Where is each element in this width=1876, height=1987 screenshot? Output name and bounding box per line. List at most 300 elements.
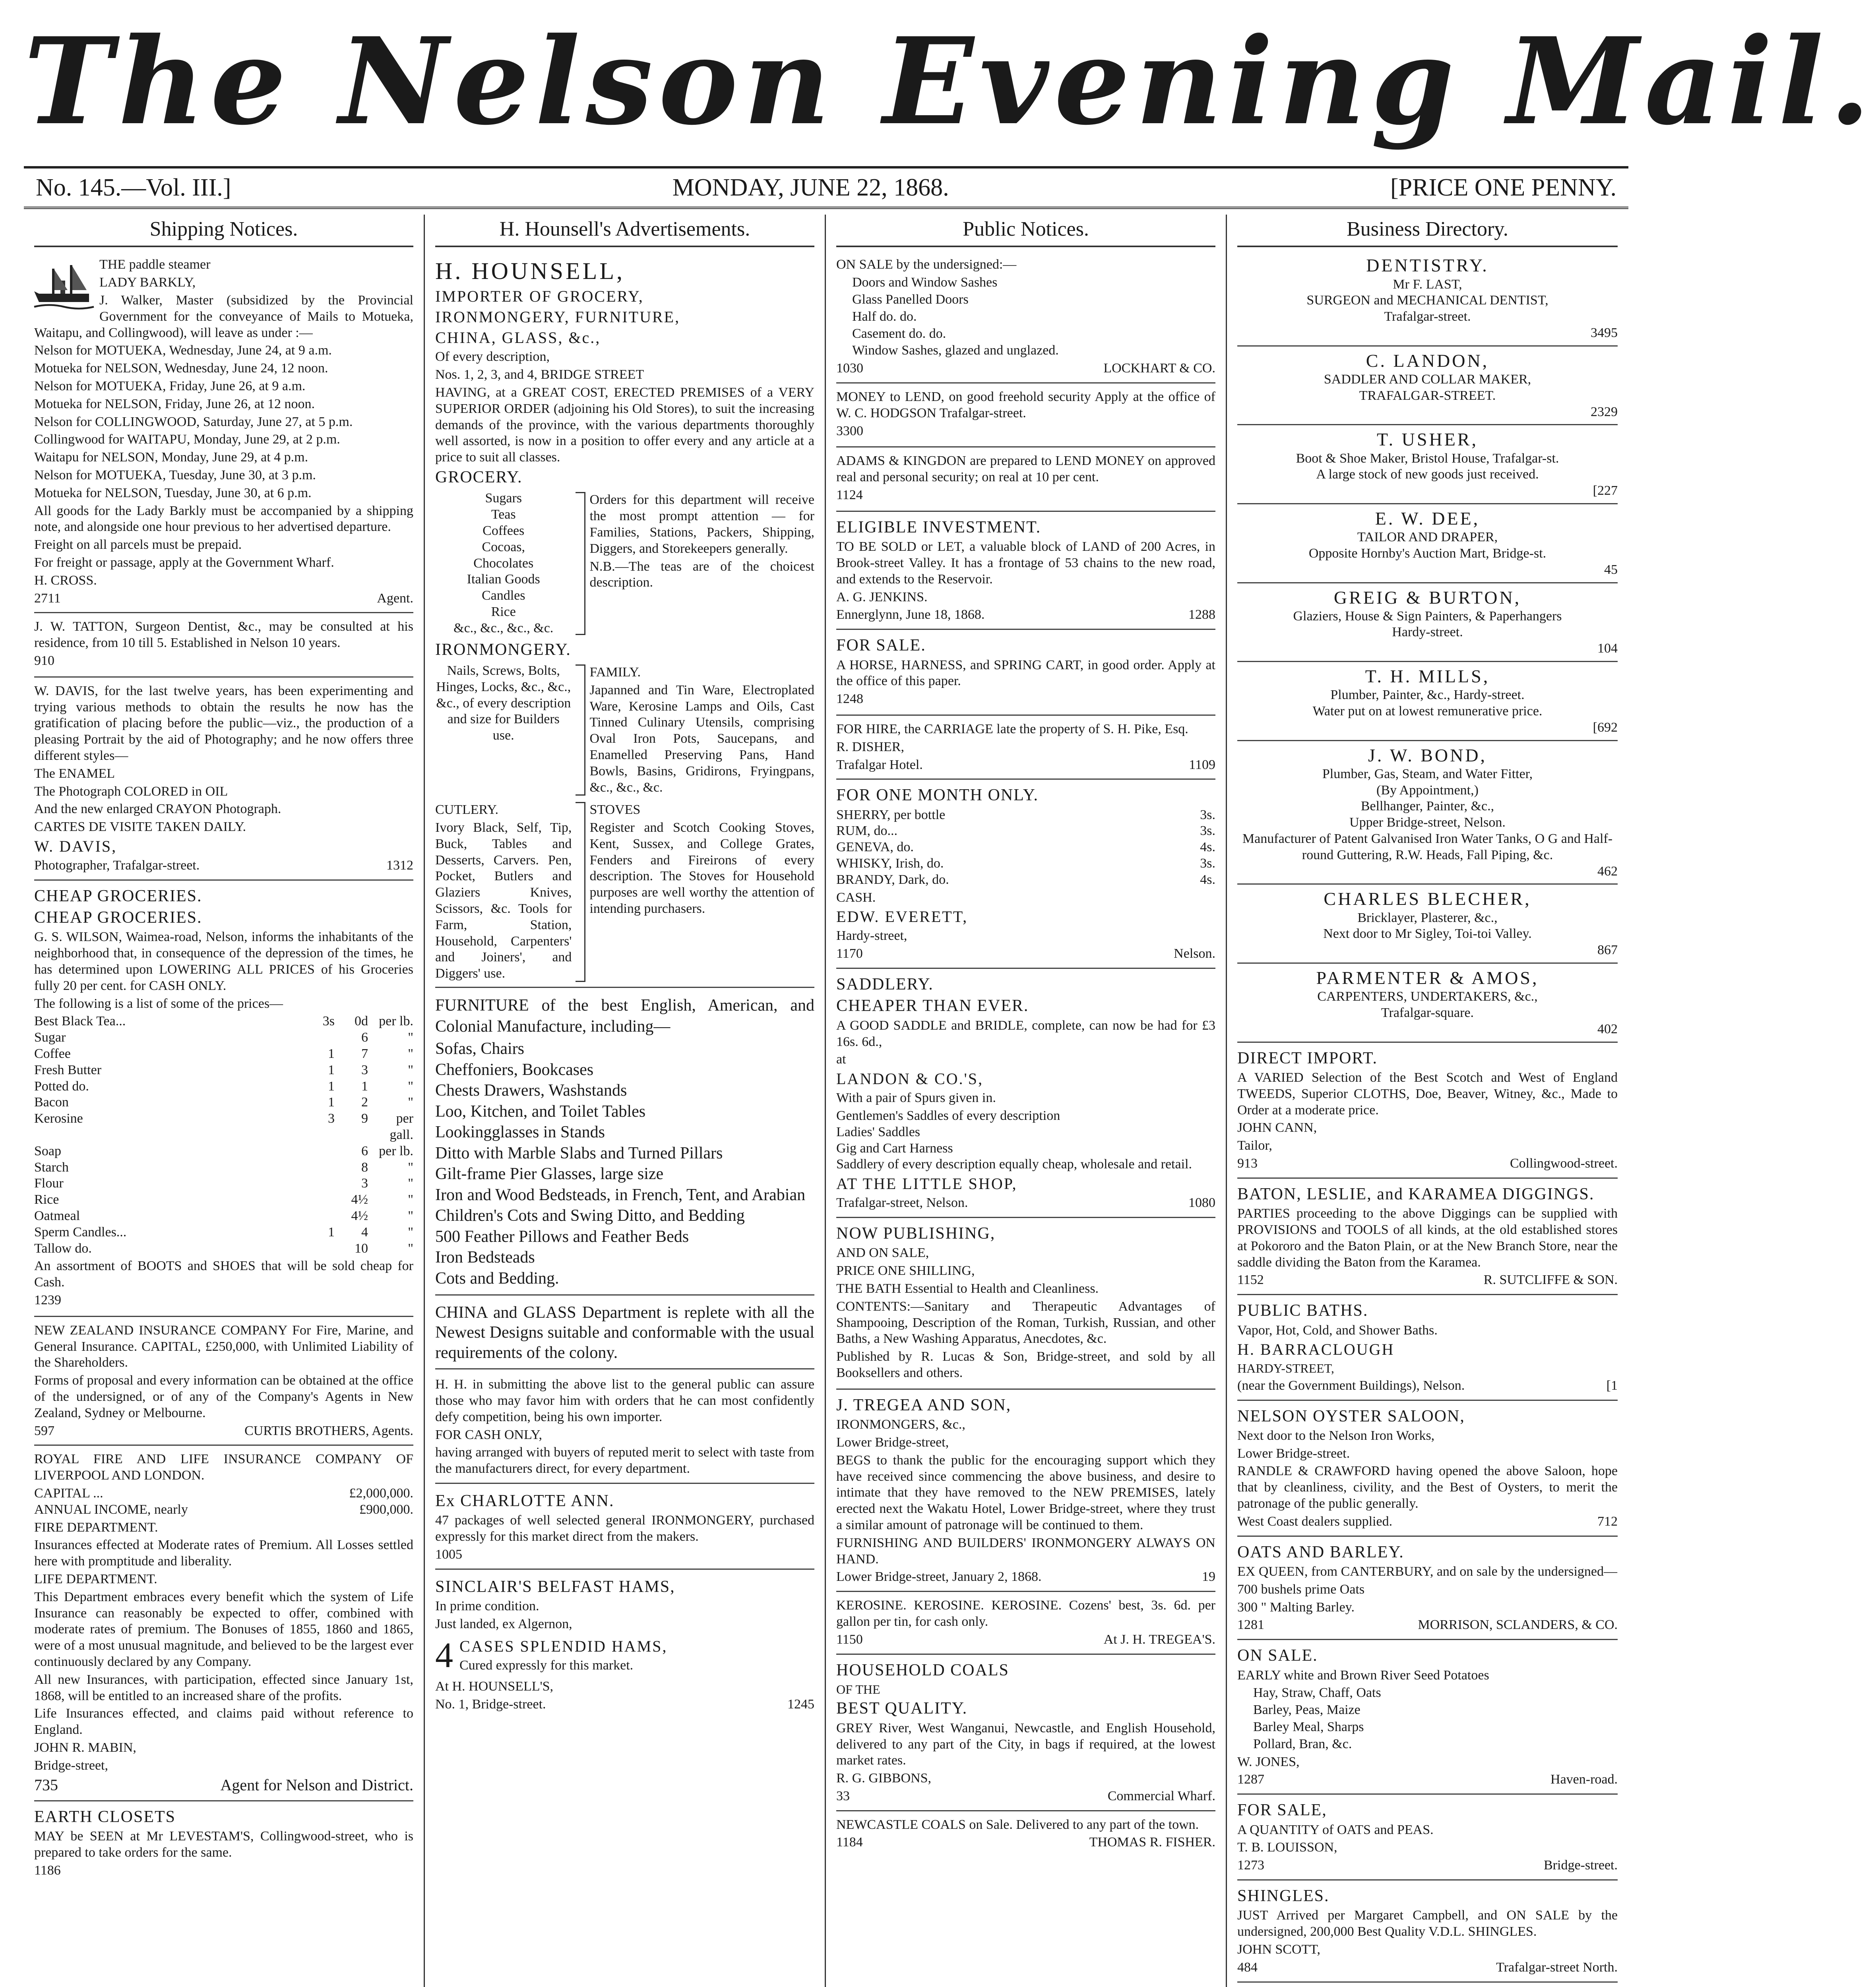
income-value: £900,000. xyxy=(359,1502,413,1517)
price-unit: " xyxy=(408,1224,413,1239)
ad-text: NEW ZEALAND INSURANCE COMPANY For Fire, Marine, and General Insurance. CAPITAL, £250,000, with Unlimited Liability of the Shareholders. xyxy=(34,1323,413,1370)
ad-number: 1287 xyxy=(1237,1772,1264,1787)
publisher-text: Published by R. Lucas & Son, Bridge-street, and sold by all Booksellers and others. xyxy=(836,1349,1215,1380)
ad-groceries xyxy=(34,881,413,1317)
ad-signer: MORRISON, SCLANDERS, & CO. xyxy=(1418,1617,1618,1633)
freight-note: Freight on all parcels must be prepaid. xyxy=(34,537,242,552)
fire-heading: FIRE DEPARTMENT. xyxy=(34,1520,158,1535)
directory-line: Glaziers, House & Sign Painters, & Paperhangers xyxy=(1293,608,1562,624)
price-unit: " xyxy=(408,1046,413,1061)
directory-line: Bellhanger, Painter, &c., xyxy=(1360,799,1494,814)
ad-place: Ennerglynn, June 18, 1868. xyxy=(836,607,985,622)
ad-text: NEWCASTLE COALS on Sale. Delivered to any part of the town. xyxy=(836,1817,1199,1832)
ad-subheading: CHEAPER THAN EVER. xyxy=(836,997,1029,1015)
directory-line: Water put on at lowest remunerative price. xyxy=(1312,704,1543,719)
grocery-nb: N.B.—The teas are of the choicest description. xyxy=(589,559,814,590)
column-heading: H. Hounsell's Advertisements. xyxy=(435,215,814,247)
cutlery-text: Ivory Black, Self, Tip, Buck, Tables and Desserts, Carvers. Pen, Pocket, Butlers and Glaziers Knives, Scissors, &c. Tools for Farm, Station, Household, Carpenters' and Joiners', and Diggers' use. xyxy=(435,820,572,981)
spurs-line: With a pair of Spurs given in. xyxy=(836,1090,996,1106)
directory-entry xyxy=(1237,885,1618,964)
directory-line: (By Appointment,) xyxy=(1376,782,1479,798)
directory-line: Boot & Shoe Maker, Bristol House, Trafalgar-st. xyxy=(1296,451,1559,466)
spirit-price: 4s. xyxy=(1200,872,1215,887)
ad-oyster xyxy=(1237,1401,1618,1537)
furniture-item: Children's Cots and Swing Ditto, and Bedding xyxy=(435,1207,745,1225)
directory-entry xyxy=(1237,347,1618,426)
davis-name: W. DAVIS, xyxy=(34,837,117,855)
everett-name: EDW. EVERETT, xyxy=(836,908,968,926)
directory-number: [692 xyxy=(1593,720,1618,735)
price-item: Coffee xyxy=(34,1046,71,1061)
ad-heading: NOW PUBLISHING, xyxy=(836,1224,996,1243)
price-item: Starch xyxy=(34,1160,69,1175)
ad-heading: ON SALE. xyxy=(1237,1646,1318,1665)
ad-oats-barley xyxy=(1237,1537,1618,1640)
ad-street: HARDY-STREET, xyxy=(1237,1361,1334,1376)
cash-text: having arranged with buyers of reputed merit to select with taste from the manufacturers direct, for every department. xyxy=(435,1445,814,1476)
spirit-price: 3s. xyxy=(1200,807,1215,822)
price-item: Sperm Candles... xyxy=(34,1224,127,1239)
price-item: Kerosine xyxy=(34,1111,83,1126)
sale-item: Window Sashes, glazed and unglazed. xyxy=(852,343,1059,358)
price-pence: 3 xyxy=(361,1176,368,1191)
ad-signer: JOHN CANN, xyxy=(1237,1120,1317,1135)
sale-item: Glass Panelled Doors xyxy=(852,292,969,307)
price-unit: per lb. xyxy=(379,1143,413,1158)
price-unit: per gall. xyxy=(390,1111,413,1143)
price-shillings: 1 xyxy=(328,1079,335,1094)
ad-heading: PUBLIC BATHS. xyxy=(1237,1301,1368,1320)
sailing: Nelson for MOTUEKA, Friday, June 26, at 9 a.m. xyxy=(34,378,306,393)
ad-number: 1245 xyxy=(787,1697,814,1712)
ad-text: Vapor, Hot, Cold, and Shower Baths. xyxy=(1237,1323,1438,1338)
directory-entry xyxy=(1237,583,1618,662)
fire-text: Insurances effected at Moderate rates of Premium. All Losses settled here with promptitude and liberality. xyxy=(34,1538,413,1569)
spirit-name: SHERRY, per bottle xyxy=(836,807,946,822)
price-unit: " xyxy=(408,1176,413,1191)
furniture-item: Loo, Kitchen, and Toilet Tables xyxy=(435,1102,646,1121)
ad-coals xyxy=(836,1655,1215,1811)
directory-line: Manufacturer of Patent Galvanised Iron Water Tanks, O G and Half-round Guttering, R.W. Heads, Fall Piping, &c. xyxy=(1242,831,1613,862)
hams-text: CASES SPLENDID HAMS, xyxy=(459,1637,668,1656)
column-hounsell xyxy=(425,215,826,1987)
ad-street: Lower Bridge-street, xyxy=(836,1435,949,1450)
ad-body: Forms of proposal and every information can be obtained at the office of the undersigned, or of any of the Company's Agents in New Zealand, Sydney or Melbourne. xyxy=(34,1373,413,1420)
ad-one-month xyxy=(836,780,1215,969)
stoves-text: Register and Scotch Cooking Stoves, Kent, Sussex, and College Grates, Fenders and Fireirons of every description. The Stoves for Household purposes are well worthy the attention of intending purchasers. xyxy=(589,820,814,916)
life-heading: LIFE DEPARTMENT. xyxy=(34,1571,157,1586)
life-ins-text: Life Insurances effected, and claims paid without reference to England. xyxy=(34,1706,413,1737)
ad-place: Trafalgar Hotel. xyxy=(836,757,923,772)
ad-text: ADAMS & KINGDON are prepared to LEND MONEY on approved real and personal security; on real at 10 per cent. xyxy=(836,453,1215,485)
grocery-section xyxy=(435,490,814,636)
price-unit: " xyxy=(408,1192,413,1207)
price-item: Sugar xyxy=(34,1030,66,1045)
directory-name: J. W. BOND, xyxy=(1368,745,1487,765)
ad-heading: BATON, LESLIE, and KARAMEA DIGGINGS. xyxy=(1237,1185,1595,1203)
ad-text: RANDLE & CRAWFORD having opened the above Saloon, hope that by cleanliness, civility, and the Best of Oysters, to merit the patronage of the public generally. xyxy=(1237,1464,1618,1511)
column-heading: Shipping Notices. xyxy=(34,215,413,247)
directory-number: 3495 xyxy=(1591,325,1618,340)
ad-text: ON SALE by the undersigned:— xyxy=(836,257,1017,272)
little-shop: AT THE LITTLE SHOP, xyxy=(836,1175,1017,1193)
price-unit: " xyxy=(408,1030,413,1045)
ad-street: Lower Bridge-street. xyxy=(1237,1446,1350,1461)
price-pence: 4½ xyxy=(351,1208,368,1224)
ad-text: EARLY white and Brown River Seed Potatoes xyxy=(1237,1667,1489,1683)
price-shillings: 3 xyxy=(328,1111,335,1126)
furniture-item: Cots and Bedding. xyxy=(435,1269,559,1288)
iron-heading: IRONMONGERY. xyxy=(435,640,571,659)
ad-role: Tailor, xyxy=(1237,1138,1272,1153)
ad-signer: R. DISHER, xyxy=(836,739,904,754)
sailing: Nelson for COLLINGWOOD, Saturday, June 27, at 5 p.m. xyxy=(34,414,353,429)
sailing: Motueka for NELSON, Wednesday, June 24, 12 noon. xyxy=(34,361,328,376)
column-shipping xyxy=(24,215,425,1987)
ad-text: MAY be SEEN at Mr LEVESTAM'S, Collingwood-street, who is prepared to take orders for the same. xyxy=(34,1828,413,1860)
price-shillings xyxy=(307,1143,335,1160)
columns xyxy=(24,215,1628,1987)
charlotte-text: 47 packages of well selected general IRONMONGERY, purchased expressly for this market direct from the makers. xyxy=(435,1513,814,1544)
ad-number: 2711 xyxy=(34,591,61,606)
directory-line: SADDLER AND COLLAR MAKER, xyxy=(1324,372,1531,387)
directory-name: T. USHER, xyxy=(1377,429,1478,450)
apply-note: For freight or passage, apply at the Government Wharf. xyxy=(34,555,334,570)
price-list xyxy=(34,1013,413,1257)
spirit-price: 3s. xyxy=(1200,823,1215,839)
furniture-item: Iron Bedsteads xyxy=(435,1248,535,1267)
ad-for-sale-oats xyxy=(1237,1795,1618,1880)
ad-saddlery xyxy=(836,969,1215,1218)
price-shillings: 3s xyxy=(322,1014,335,1029)
grocery-items: Sugars Teas Coffees Cocoas, Chocolates Italian Goods Candles Rice &c., &c., &c., &c. xyxy=(453,491,554,635)
list-intro: The following is a list of some of the prices— xyxy=(34,996,283,1011)
ad-agent: Agent for Nelson and District. xyxy=(220,1776,413,1794)
price-item: Soap xyxy=(34,1143,61,1158)
iron-items: Nails, Screws, Bolts, Hinges, Locks, &c., &c., &c., of every description and size for Builders use. xyxy=(436,663,571,743)
ad-number: 1186 xyxy=(34,1863,61,1878)
ad-text: J. W. TATTON, Surgeon Dentist, &c., may be consulted at his residence, from 10 till 5. Established in Nelson 10 years. xyxy=(34,619,413,651)
ad-heading: CHEAP GROCERIES. xyxy=(34,908,202,927)
sailing: Nelson for MOTUEKA, Tuesday, June 30, at 3 p.m. xyxy=(34,467,316,482)
directory-line: Plumber, Painter, &c., Hardy-street. xyxy=(1330,688,1525,703)
hounsell-intro: HAVING, at a GREAT COST, ERECTED PREMISES of a VERY SUPERIOR ORDER (adjoining his Old Stores), to suit the increasing demands of the province, with the various departments thoroughly well assorted, is now in a position to offer every and any article at a price to suit all classes. xyxy=(435,385,814,465)
iron-section xyxy=(435,663,814,797)
ad-old-cast-iron xyxy=(1237,1983,1618,1987)
price-shillings xyxy=(307,1241,335,1257)
furniture-item: Cheffoniers, Bookcases xyxy=(435,1060,594,1079)
ad-text: THE BATH Essential to Health and Cleanliness. xyxy=(836,1281,1099,1296)
income-label: ANNUAL INCOME, nearly xyxy=(34,1502,188,1517)
spirit-name: BRANDY, Dark, do. xyxy=(836,872,949,887)
hams-cured: Cured expressly for this market. xyxy=(459,1658,634,1673)
cash-heading: FOR CASH ONLY, xyxy=(435,1427,542,1442)
ad-near: (near the Government Buildings), Nelson. xyxy=(1237,1378,1465,1393)
furniture-item: Gilt-frame Pier Glasses, large size xyxy=(435,1165,664,1183)
price-unit: " xyxy=(408,1160,413,1175)
ad-hire xyxy=(836,716,1215,780)
ad-baton xyxy=(1237,1179,1618,1295)
ad-number: 3300 xyxy=(836,423,863,438)
ad-number: 1288 xyxy=(1188,607,1215,622)
ad-text: BEGS to thank the public for the encouraging support which they have received since commencing the above business, and desire to intimate that they have removed to the NEW PREMISES, lately erected next the Wakatu Hotel, Lower Bridge-street, where they trust a similar amount of patronage will be continued to them. xyxy=(836,1452,1215,1532)
ad-number: 1030 xyxy=(836,361,863,376)
hams-count: 4 xyxy=(435,1635,453,1675)
ad-signer: JOHN R. MABIN, xyxy=(34,1740,136,1755)
directory-number: 45 xyxy=(1604,562,1618,577)
capital-value: £2,000,000. xyxy=(349,1485,413,1501)
ad-text: JUST Arrived per Margaret Campbell, and ON SALE by the undersigned, 200,000 Best Quality V.D.L. SHINGLES. xyxy=(1237,1908,1618,1939)
price-shillings: 1 xyxy=(328,1224,335,1239)
ad-number: 1080 xyxy=(1188,1195,1215,1210)
sale-item: Casement do. do. xyxy=(852,326,946,341)
stoves-heading: STOVES xyxy=(589,802,641,817)
hams-heading: SINCLAIR'S BELFAST HAMS, xyxy=(435,1577,675,1596)
ad-number: 1005 xyxy=(435,1547,462,1562)
furniture-item: Chests Drawers, Washstands xyxy=(435,1081,627,1100)
landon-firm: LANDON & CO.'S, xyxy=(836,1070,983,1088)
contents-text: CONTENTS:—Sanitary and Therapeutic Advantages of Shampooing, Description of the Roman, Turkish, Russian, and other Baths, a New Washing Apparatus, Anecdotes, &c. xyxy=(836,1299,1215,1346)
ad-text: A GOOD SADDLE and BRIDLE, complete, can now be had for £3 16s. 6d., xyxy=(836,1018,1215,1049)
ad-signer: T. B. LOUISSON, xyxy=(1237,1840,1337,1855)
ad-heading: EARTH CLOSETS xyxy=(34,1807,176,1826)
ad-number: 1273 xyxy=(1237,1858,1264,1873)
directory-number: 2329 xyxy=(1591,404,1618,419)
ad-address: Collingwood-street. xyxy=(1510,1156,1618,1171)
ad-number: 1109 xyxy=(1189,757,1215,772)
ad-number: 19 xyxy=(1202,1569,1215,1584)
ad-number: 597 xyxy=(34,1423,54,1438)
ad-text: W. DAVIS, for the last twelve years, has been experimenting and trying various methods to obtain the results he now has the gratification of placing before the public—viz., the production of a pleasing Portrait by the aid of Photography; and he now offers three different styles— xyxy=(34,683,413,763)
price-unit: per lb. xyxy=(379,1014,413,1029)
directory-line: TRAFALGAR-STREET. xyxy=(1359,388,1496,403)
directory-line: Opposite Hornby's Auction Mart, Bridge-st. xyxy=(1308,546,1547,561)
ad-number: 1239 xyxy=(34,1293,61,1307)
price-unit: " xyxy=(408,1095,413,1110)
directory-line: A large stock of new goods just received. xyxy=(1316,467,1539,482)
price-unit: " xyxy=(408,1208,413,1224)
issue-number: No. 145.—Vol. III.] xyxy=(36,174,231,201)
price-pence: 8 xyxy=(361,1160,368,1175)
sailing: Collingwood for WAITAPU, Monday, June 29, at 2 p.m. xyxy=(34,432,340,447)
directory-line: TAILOR AND DRAPER, xyxy=(1357,530,1498,545)
ad-signer: A. G. JENKINS. xyxy=(836,589,928,604)
ad-for-sale xyxy=(836,630,1215,716)
price-item: Bacon xyxy=(34,1095,69,1110)
furniture-item: 500 Feather Pillows and Feather Beds xyxy=(435,1227,689,1246)
ad-number: 1248 xyxy=(836,691,863,707)
hounsell-line: IMPORTER OF GROCERY, xyxy=(435,287,644,306)
price-item: Rice xyxy=(34,1192,59,1207)
ad-at: At J. H. TREGEA'S. xyxy=(1103,1632,1215,1647)
ad-number: 484 xyxy=(1237,1960,1258,1975)
ad-agents: CURTIS BROTHERS, Agents. xyxy=(244,1423,413,1438)
directory-name: E. W. DEE, xyxy=(1375,508,1480,529)
hounsell-address: Nos. 1, 2, 3, and 4, BRIDGE STREET xyxy=(435,367,644,382)
sale-item: Half do. do. xyxy=(852,309,917,324)
ad-publishing xyxy=(836,1218,1215,1390)
price-shillings: 1 xyxy=(328,1062,335,1077)
price-pence: 7 xyxy=(361,1046,368,1061)
column-public-notices xyxy=(826,215,1227,1987)
ad-kerosine xyxy=(836,1592,1215,1654)
ad-number: 1281 xyxy=(1237,1617,1264,1633)
hounsell-name: H. HOUNSELL, xyxy=(435,258,625,285)
hounsell-line: IRONMONGERY, FURNITURE, xyxy=(435,308,680,326)
ad-heading: FOR SALE, xyxy=(1237,1801,1327,1820)
directory-entry xyxy=(1237,662,1618,741)
directory-line: Hardy-street. xyxy=(1392,625,1463,640)
issue-date: MONDAY, JUNE 22, 1868. xyxy=(672,174,949,201)
ad-number: 1170 xyxy=(836,946,863,961)
sailing: Motueka for NELSON, Tuesday, June 30, at 6 p.m. xyxy=(34,485,312,500)
grocery-heading: GROCERY. xyxy=(435,468,523,486)
ad-heading: DIRECT IMPORT. xyxy=(1237,1049,1378,1067)
ad-address: Haven-road. xyxy=(1550,1772,1618,1787)
ad-money xyxy=(836,383,1215,447)
ad-eligible xyxy=(836,512,1215,630)
sailing: Waitapu for NELSON, Monday, June 29, at 4 p.m. xyxy=(34,450,308,465)
oats-line: 700 bushels prime Oats xyxy=(1237,1582,1365,1597)
directory-entry xyxy=(1237,425,1618,504)
barley-line: 300 " Malting Barley. xyxy=(1237,1600,1355,1615)
ad-number: 913 xyxy=(1237,1156,1258,1171)
ad-hounsell xyxy=(435,251,814,1718)
ad-heading: J. TREGEA AND SON, xyxy=(836,1396,1012,1414)
price-item: Potted do. xyxy=(34,1079,89,1094)
ad-text: A HORSE, HARNESS, and SPRING CART, in good order. Apply at the office of this paper. xyxy=(836,657,1215,689)
capital-label: CAPITAL ... xyxy=(34,1485,103,1501)
cash-label: CASH. xyxy=(836,890,876,905)
ad-number: 910 xyxy=(34,653,54,668)
china-text: CHINA and GLASS Department is replete with all the Newest Designs suitable and conformable with the usual requirements of the colony. xyxy=(435,1303,814,1362)
ad-address: Trafalgar-street, Nelson. xyxy=(836,1195,968,1210)
steamer-name: LADY BARKLY, xyxy=(99,275,196,290)
price-pence: 4 xyxy=(361,1224,368,1239)
column-heading: Public Notices. xyxy=(836,215,1215,247)
hounsell-line: Of every description, xyxy=(435,349,550,364)
ad-heading: SHINGLES. xyxy=(1237,1887,1329,1905)
directory-line: Trafalgar-square. xyxy=(1381,1005,1474,1020)
price-shillings: 1 xyxy=(328,1095,335,1110)
sale-item: Pollard, Bran, &c. xyxy=(1253,1736,1352,1751)
ad-shingles xyxy=(1237,1880,1618,1983)
ad-address: Bridge-street. xyxy=(1544,1858,1618,1873)
life-text: This Department embraces every benefit which the system of Life Insurance can reasonably be expected to offer, combined with moderate rates of premium. The Bonuses of 1855, 1860 and 1865, were of a most unusual magnitude, and believed to be the largest ever continuously declared by any Company. xyxy=(34,1589,413,1669)
directory-line: Next door to Mr Sigley, Toi-toi Valley. xyxy=(1323,926,1532,941)
saddle-item: Gig and Cart Harness xyxy=(836,1141,953,1156)
ad-number: 1124 xyxy=(836,487,863,502)
furniture-item: Ditto with Marble Slabs and Turned Pillars xyxy=(435,1144,723,1162)
issue-bar xyxy=(24,166,1628,209)
at-word: at xyxy=(836,1052,846,1067)
spirit-price: 3s. xyxy=(1200,856,1215,871)
steamer-intro: THE paddle steamer xyxy=(99,257,211,272)
price-pence: 1 xyxy=(361,1079,368,1094)
ad-number: 1150 xyxy=(836,1632,863,1647)
ad-nz-insurance xyxy=(34,1317,413,1446)
price-pence: 6 xyxy=(361,1030,368,1045)
directory-number: 867 xyxy=(1597,943,1618,958)
price-unit: " xyxy=(408,1062,413,1077)
ad-text: EX QUEEN, from CANTERBURY, and on sale by the undersigned— xyxy=(1237,1564,1617,1579)
ad-on-sale xyxy=(1237,1640,1618,1795)
price-shillings xyxy=(307,1208,335,1224)
furniture-intro: FURNITURE of the best English, American, and Colonial Manufacture, including— xyxy=(435,996,814,1036)
ad-text: FOR HIRE, the CARRIAGE late the property of S. H. Pike, Esq. xyxy=(836,721,1188,736)
directory-number: 402 xyxy=(1597,1021,1618,1036)
ad-text: A QUANTITY of OATS and PEAS. xyxy=(1237,1822,1434,1837)
price-unit: " xyxy=(408,1079,413,1094)
price-pence: 6 xyxy=(361,1143,368,1158)
furniture-item: Sofas, Chairs xyxy=(435,1040,524,1058)
price-item: Tallow do. xyxy=(34,1241,92,1256)
family-text: Japanned and Tin Ware, Electroplated Ware, Kerosine Lamps and Oils, Cast Tinned Culinary Utensils, comprising Oval Iron Pots, Saucepans, and Enamelled Preserving Pans, Hand Bowls, Basins, Gridirons, Fryingpans, &c., &c., &c. xyxy=(589,682,814,795)
directory-list xyxy=(1237,251,1618,1042)
ad-signer: JOHN SCOTT, xyxy=(1237,1942,1321,1957)
ad-number: 735 xyxy=(34,1776,58,1794)
price-unit: " xyxy=(408,1241,413,1256)
price-shillings: 1 xyxy=(328,1046,335,1061)
price-line: PRICE ONE SHILLING, xyxy=(836,1263,975,1278)
sale-item: Hay, Straw, Chaff, Oats xyxy=(1253,1685,1381,1700)
masthead-title: The Nelson Evening Mail. xyxy=(24,11,1876,151)
price-item: Flour xyxy=(34,1176,64,1191)
west-coast: West Coast dealers supplied. xyxy=(1237,1514,1393,1529)
ad-signer: R. G. GIBBONS, xyxy=(836,1771,931,1786)
directory-line: Trafalgar-street. xyxy=(1384,309,1471,324)
ad-number: 1152 xyxy=(1237,1272,1264,1288)
furniture-item: Iron and Wood Bedsteads, in French, Tent, and Arabian xyxy=(435,1185,806,1204)
ad-adams xyxy=(836,447,1215,511)
directory-line: Plumber, Gas, Steam, and Water Fitter, xyxy=(1322,766,1533,781)
style-item: The ENAMEL xyxy=(34,766,115,781)
directory-entry xyxy=(1237,741,1618,885)
saddle-item: Gentlemen's Saddles of every description xyxy=(836,1108,1060,1123)
ad-signer: R. SUTCLIFFE & SON. xyxy=(1483,1272,1618,1288)
price-shillings xyxy=(307,1192,335,1208)
saddle-item: Saddlery of every description equally cheap, wholesale and retail. xyxy=(836,1157,1192,1172)
ad-tatton xyxy=(34,613,413,677)
ad-lady-barkly xyxy=(34,251,413,613)
directory-name: PARMENTER & AMOS, xyxy=(1316,968,1539,988)
ad-text: GREY River, West Wanganui, Newcastle, and English Household, delivered to any part of the City, in bags if required, at the lowest market rates. xyxy=(836,1720,1215,1768)
saddle-item: Ladies' Saddles xyxy=(836,1124,921,1139)
issue-price: [PRICE ONE PENNY. xyxy=(1390,174,1616,201)
sailing: Nelson for MOTUEKA, Wednesday, June 24, at 9 a.m. xyxy=(34,343,332,358)
sale-item: Barley Meal, Sharps xyxy=(1253,1720,1364,1735)
ad-number: 1184 xyxy=(836,1835,863,1850)
ad-role: Agent. xyxy=(377,591,413,606)
all-new-text: All new Insurances, with participation, effected since January 1st, 1868, will be entitled to an increased share of the profits. xyxy=(34,1672,413,1703)
goods-note: All goods for the Lady Barkly must be accompanied by a shipping note, and alongside one hour previous to her advertised departure. xyxy=(34,503,413,535)
ad-subheading: BEST QUALITY. xyxy=(836,1699,968,1718)
price-item: Fresh Butter xyxy=(34,1062,102,1077)
barraclough-name: H. BARRACLOUGH xyxy=(1237,1340,1395,1359)
hounsell-line: CHINA, GLASS, &c., xyxy=(435,329,601,347)
ad-number: 33 xyxy=(836,1788,850,1803)
hams-at: At H. HOUNSELL'S, xyxy=(435,1679,554,1694)
directory-number: 104 xyxy=(1597,641,1618,656)
price-pence: 9 xyxy=(361,1111,368,1126)
directory-line: SURGEON and MECHANICAL DENTIST, xyxy=(1306,293,1548,308)
ad-direct-import xyxy=(1237,1043,1618,1179)
ad-text: PARTIES proceeding to the above Diggings can be supplied with PROVISIONS and TOOLS of all kinds, at the old established stores at Pokororo and the Baton Plain, or at the New Branch Store, near the saddle dividing the Baton from the Karamea. xyxy=(1237,1206,1618,1270)
spirit-name: WHISKY, Irish, do. xyxy=(836,856,944,871)
price-pence: 10 xyxy=(355,1241,368,1256)
ad-text: A VARIED Selection of the Best Scotch and West of England TWEEDS, Superior CLOTHS, Doe, Beaver, Witney, &c., Made to Order at a moderate price. xyxy=(1237,1070,1618,1117)
ad-text: KEROSINE. KEROSINE. KEROSINE. Cozens' best, 3s. 6d. per gallon per tin, for cash only. xyxy=(836,1598,1215,1629)
